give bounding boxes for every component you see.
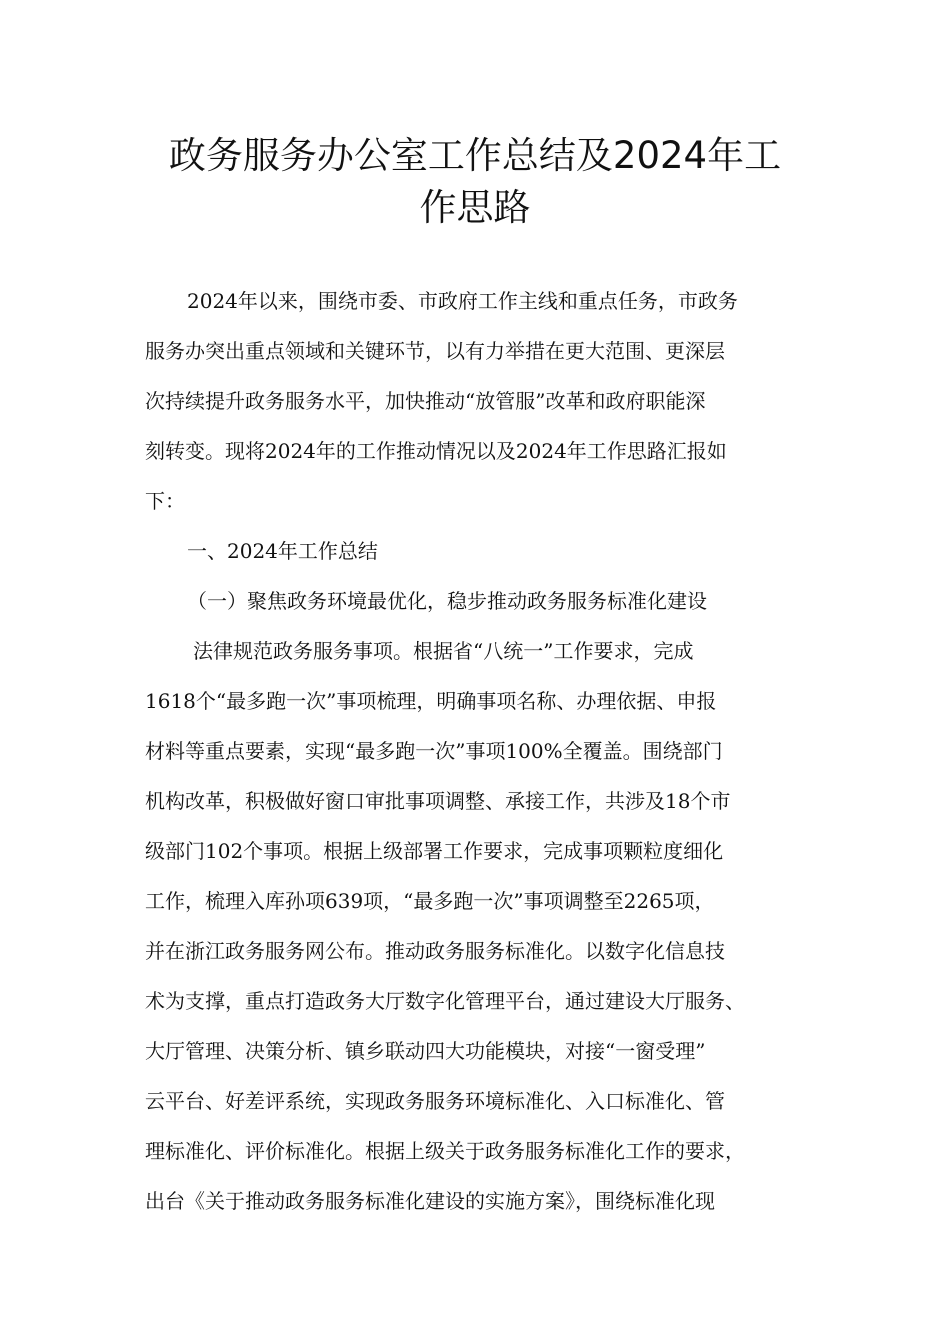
paragraph-line: 工作，梳理入库孙项639项，“最多跑一次”事项调整至2265项， xyxy=(145,889,715,913)
paragraph-line: 并在浙江政务服务网公布。推动政务服务标准化。以数字化信息技 xyxy=(145,939,725,963)
paragraph-line: 材料等重点要素，实现“最多跑一次”事项100%全覆盖。围绕部门 xyxy=(145,739,723,763)
paragraph-line: 次持续提升政务服务水平，加快推动“放管服”改革和政府职能深 xyxy=(145,389,706,413)
paragraph-line: 法律规范政务服务事项。根据省“八统一”工作要求，完成 xyxy=(193,639,694,663)
paragraph-line: 云平台、好差评系统，实现政务服务环境标准化、入口标准化、管 xyxy=(145,1089,725,1113)
subsection-heading: （一）聚焦政务环境最优化，稳步推动政务服务标准化建设 xyxy=(187,589,707,613)
paragraph-line: 术为支撑，重点打造政务大厅数字化管理平台，通过建设大厅服务、 xyxy=(145,989,745,1013)
document-title-line-2: 作思路 xyxy=(419,186,531,229)
paragraph-line: 2024年以来，围绕市委、市政府工作主线和重点任务，市政务 xyxy=(187,289,738,313)
document-title-line-1: 政务服务办公室工作总结及2024年工 xyxy=(168,134,782,177)
paragraph-line: 服务办突出重点领域和关键环节，以有力举措在更大范围、更深层 xyxy=(145,339,725,363)
paragraph-line: 机构改革，积极做好窗口审批事项调整、承接工作，共涉及18个市 xyxy=(145,789,731,813)
paragraph-line: 理标准化、评价标准化。根据上级关于政务服务标准化工作的要求， xyxy=(145,1139,745,1163)
paragraph-line: 出台《关于推动政务服务标准化建设的实施方案》，围绕标准化现 xyxy=(145,1189,715,1213)
paragraph-line: 1618个“最多跑一次”事项梳理，明确事项名称、办理依据、申报 xyxy=(145,689,717,713)
paragraph-line: 刻转变。现将2024年的工作推动情况以及2024年工作思路汇报如 xyxy=(145,439,727,463)
paragraph-line: 级部门102个事项。根据上级部署工作要求，完成事项颗粒度细化 xyxy=(145,839,724,863)
paragraph-line: 下： xyxy=(145,489,185,513)
paragraph-line: 大厅管理、决策分析、镇乡联动四大功能模块，对接“一窗受理” xyxy=(145,1039,706,1063)
section-heading: 一、2024年工作总结 xyxy=(187,539,378,563)
